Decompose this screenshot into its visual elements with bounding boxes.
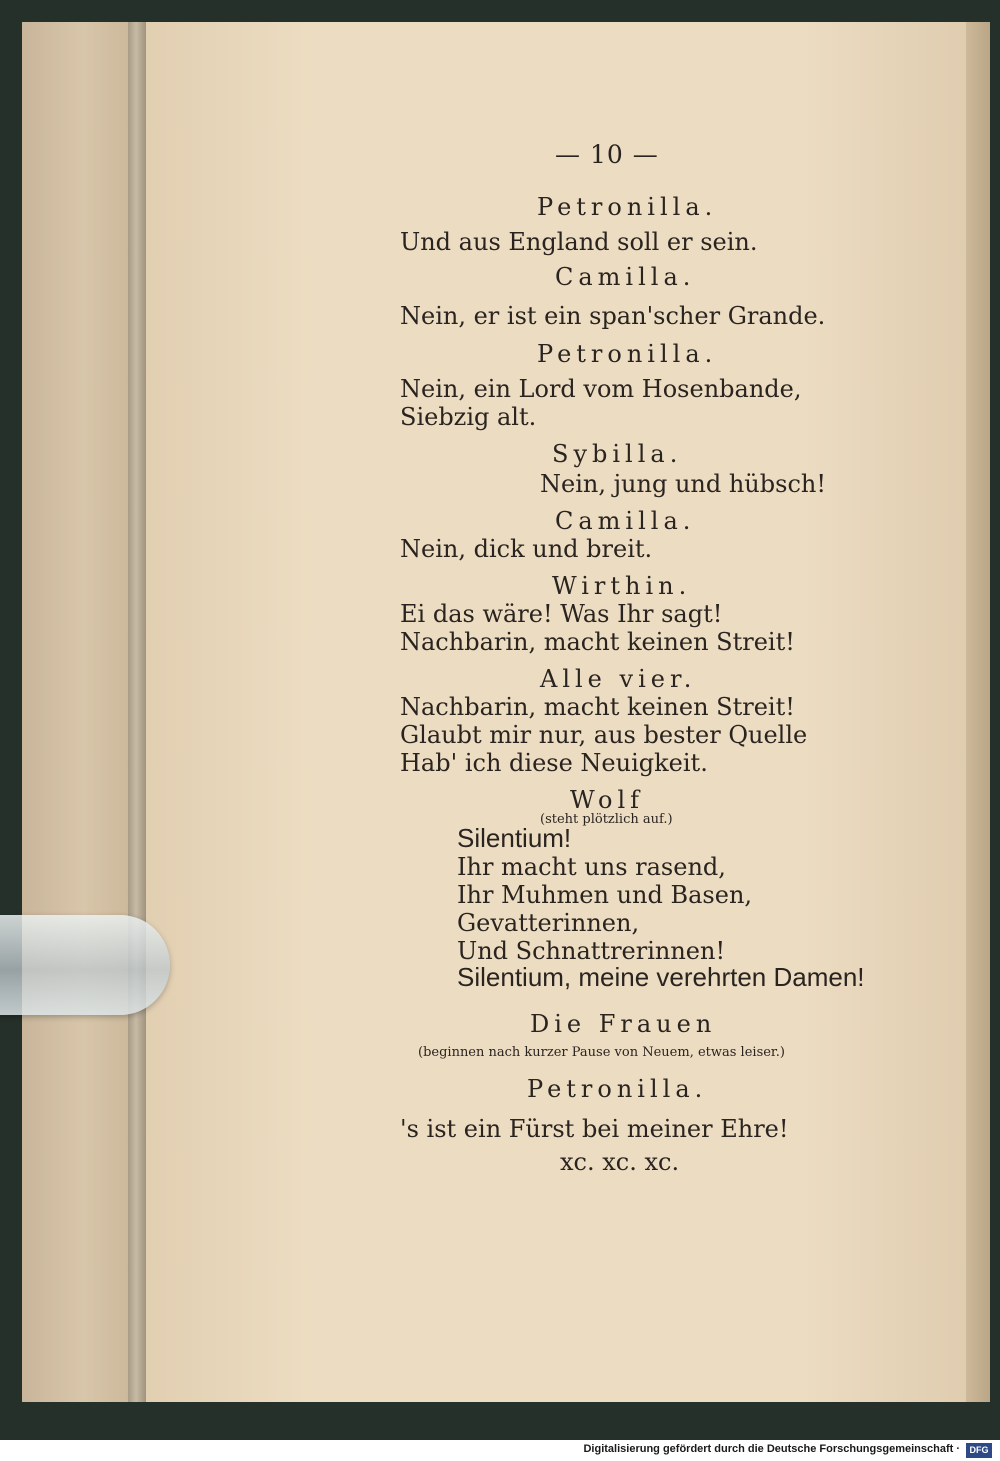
book-cover-edge xyxy=(22,22,134,1402)
speaker-name: Camilla. xyxy=(555,263,696,291)
book-spine xyxy=(128,22,146,1402)
page-edge xyxy=(966,22,990,1402)
verse-line: Gevatterinnen, xyxy=(457,909,640,937)
speaker-name: Wolf xyxy=(570,786,645,814)
verse-line: Und aus England soll er sein. xyxy=(400,228,758,256)
verse-line: Und Schnattrerinnen! xyxy=(457,937,726,965)
verse-line: Nachbarin, macht keinen Streit! xyxy=(400,693,795,721)
dfg-logo: DFG xyxy=(966,1443,992,1458)
verse-line: Silentium! xyxy=(457,823,572,853)
speaker-name: Alle vier. xyxy=(540,665,697,693)
verse-line: Hab' ich diese Neuigkeit. xyxy=(400,749,708,777)
speaker-name: Petronilla. xyxy=(527,1075,708,1103)
verse-line: Ihr Muhmen und Basen, xyxy=(457,881,753,909)
page-clip xyxy=(0,915,170,1015)
stage-direction: (beginnen nach kurzer Pause von Neuem, etwas leiser.) xyxy=(418,1045,785,1060)
verse-line: Nein, ein Lord vom Hosenbande, xyxy=(400,375,802,403)
etc-marker: xc. xc. xc. xyxy=(560,1148,680,1176)
speaker-name: Die Frauen xyxy=(530,1010,717,1038)
footer-bar xyxy=(0,1440,1000,1461)
verse-line: Siebzig alt. xyxy=(400,403,537,431)
verse-line: Nachbarin, macht keinen Streit! xyxy=(400,628,795,656)
verse-line: Nein, dick und breit. xyxy=(400,535,653,563)
verse-line: Silentium, meine verehrten Damen! xyxy=(457,962,865,992)
verse-line: Glaubt mir nur, aus bester Quelle xyxy=(400,721,808,749)
verse-line: Ei das wäre! Was Ihr sagt! xyxy=(400,600,723,628)
speaker-name: Petronilla. xyxy=(537,193,718,221)
page-number: — 10 — xyxy=(555,140,659,169)
verse-line: Nein, er ist ein span'scher Grande. xyxy=(400,302,826,330)
speaker-name: Sybilla. xyxy=(552,440,683,468)
verse-line: Ihr macht uns rasend, xyxy=(457,853,726,881)
speaker-name: Camilla. xyxy=(555,507,696,535)
verse-line: Nein, jung und hübsch! xyxy=(540,470,826,498)
stage-direction: (steht plötzlich auf.) xyxy=(540,812,673,827)
speaker-name: Petronilla. xyxy=(537,340,718,368)
funding-credit: Digitalisierung gefördert durch die Deutsche Forschungsgemeinschaft · xyxy=(583,1443,960,1455)
speaker-name: Wirthin. xyxy=(552,572,692,600)
verse-line: 's ist ein Fürst bei meiner Ehre! xyxy=(400,1115,789,1143)
